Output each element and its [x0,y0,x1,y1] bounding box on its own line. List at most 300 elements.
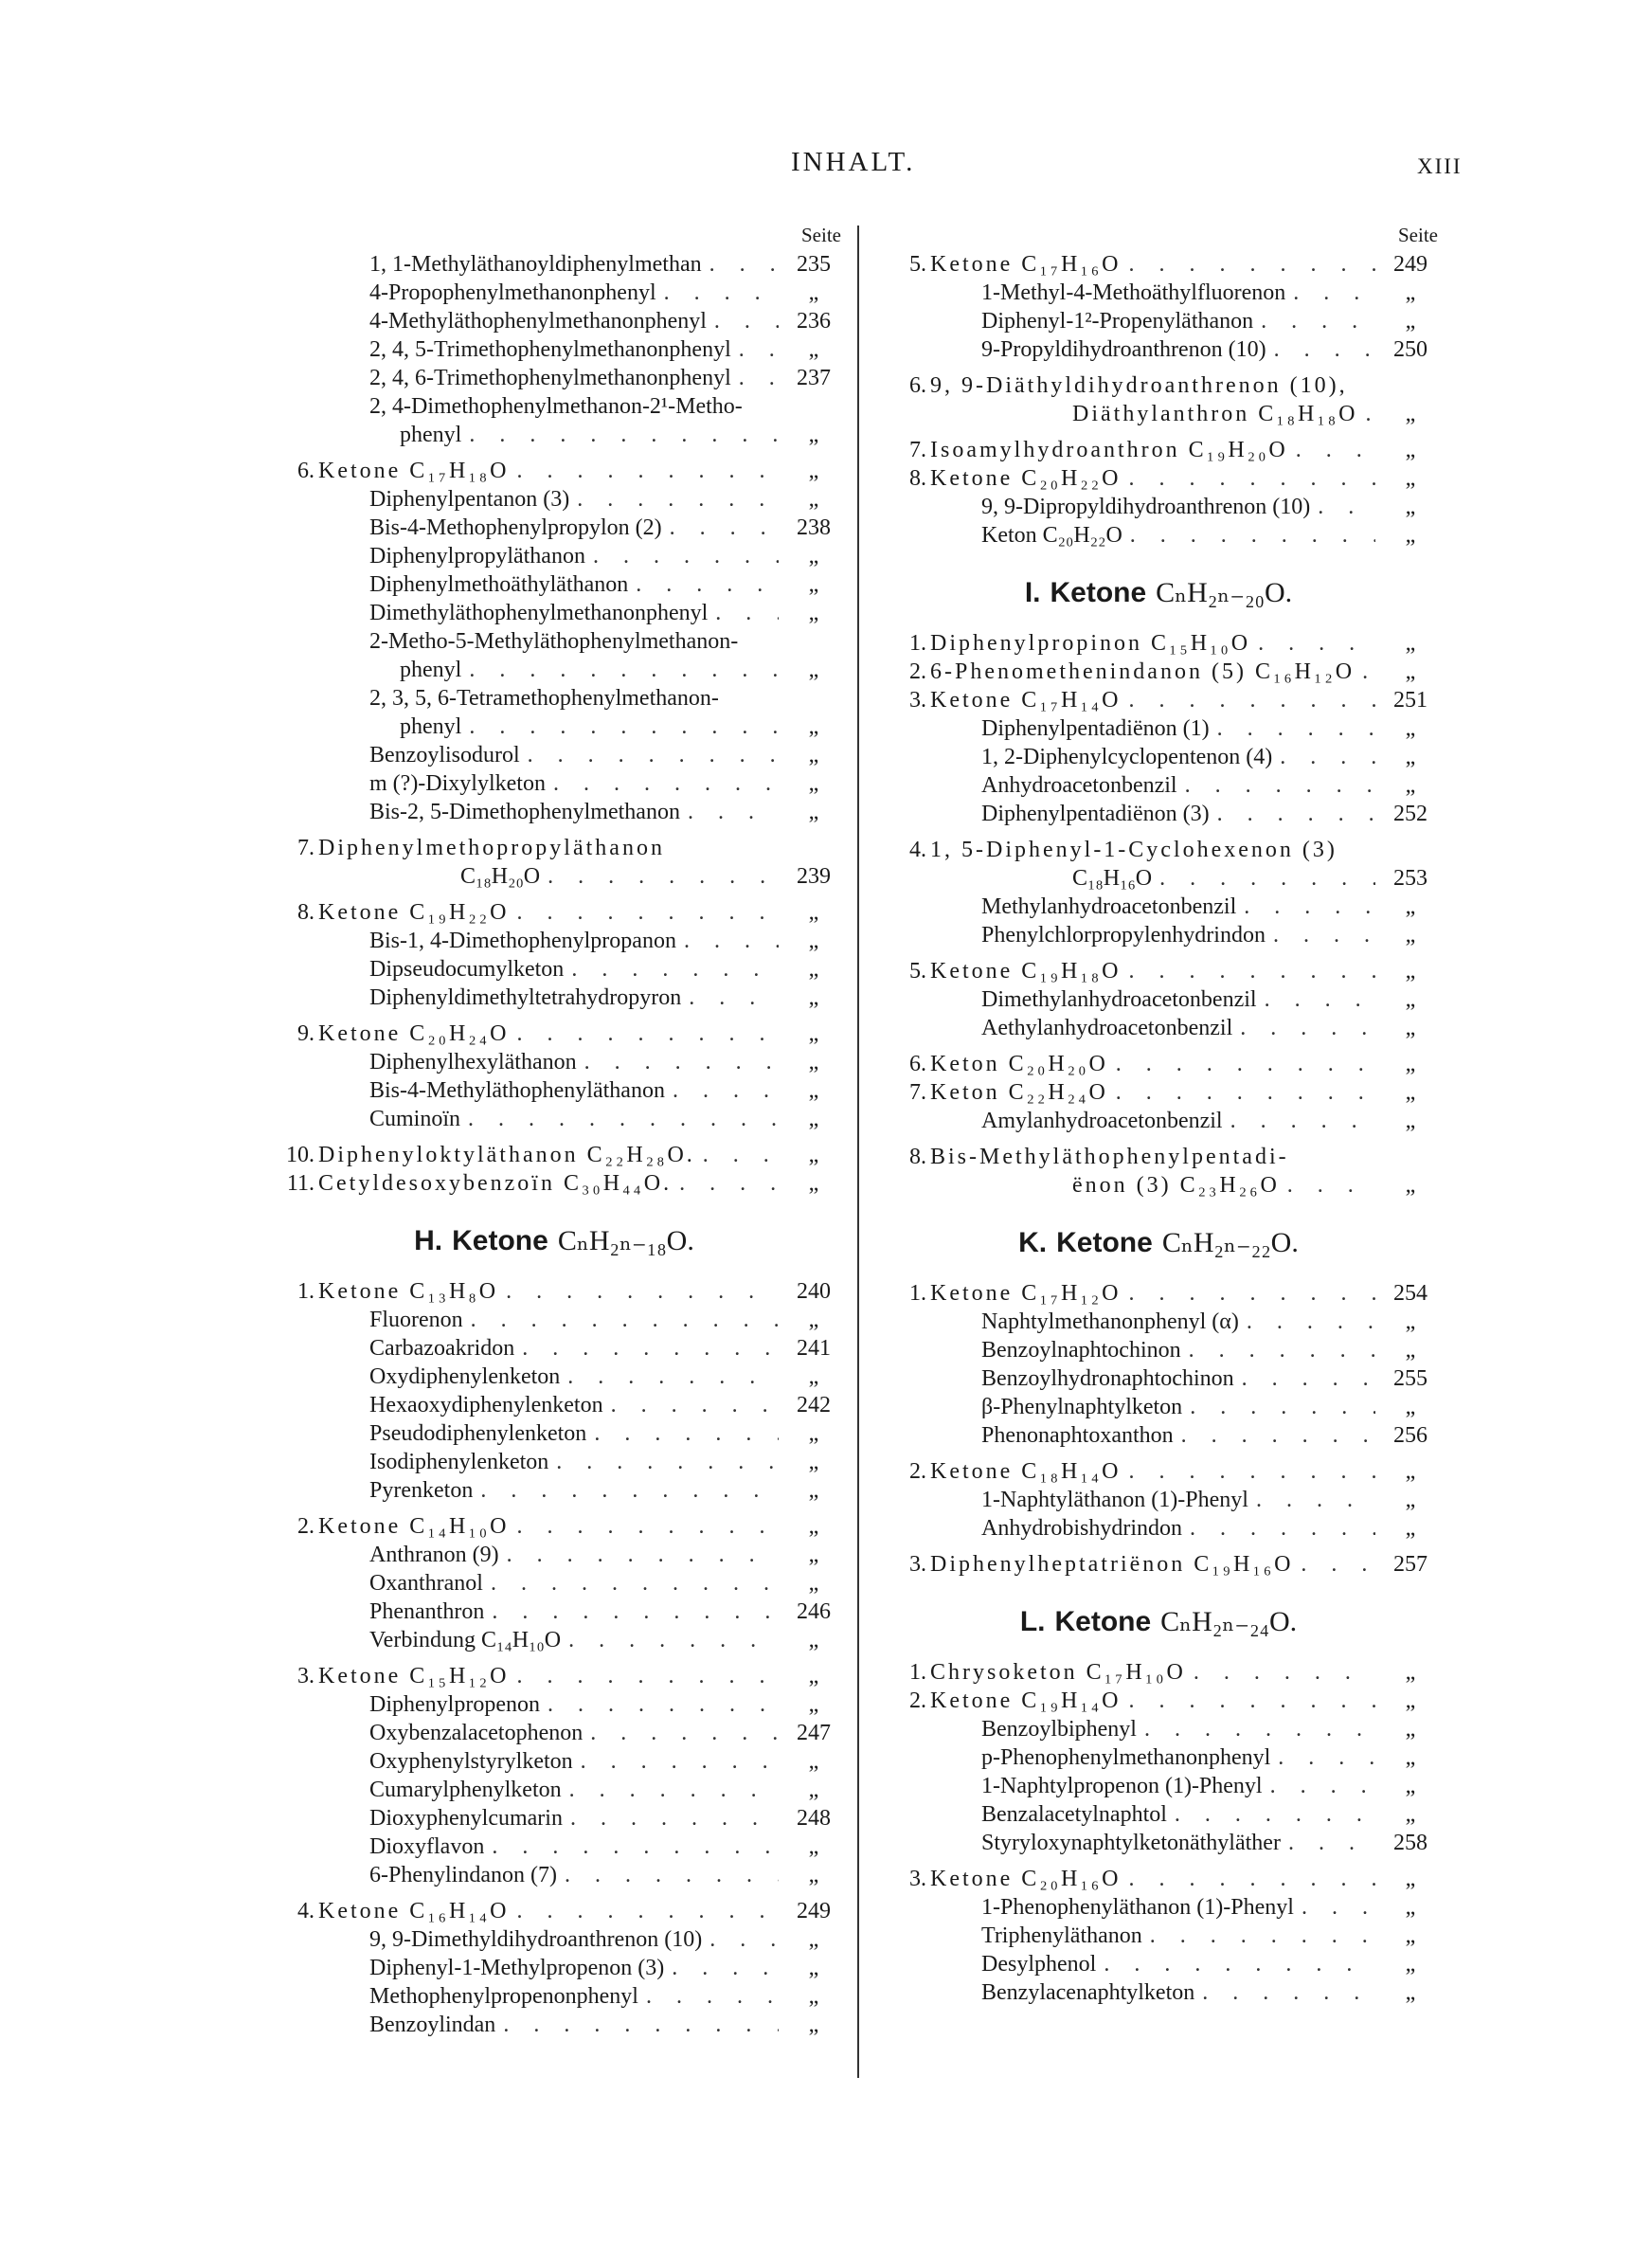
entry-text: 2, 4, 6-Trimethophenylmethanonphenyl [369,366,731,390]
toc-entry [267,1107,841,1135]
entry-text: 4-Methyläthophenylmethanonphenyl [369,309,707,334]
toc-entry [267,309,841,337]
entry-text: Cetyldesoxybenzoïn C₃₀H₄₄O. [318,1171,673,1196]
leader-dots [672,1956,779,1981]
page-number: XIII [1417,154,1463,178]
entry-page: „ [1405,402,1416,426]
entry-number: 11. [286,1171,314,1196]
leader-dots [1258,631,1375,657]
entry-page: 246 [797,1599,831,1624]
entry-page: „ [1405,1052,1416,1076]
entry-page: „ [808,1308,819,1332]
entry-page: „ [808,1078,819,1103]
leader-dots [491,1571,779,1597]
toc-entry [267,1364,841,1393]
entry-text: Diphenylpropinon C₁₅H₁₀O [930,631,1251,656]
entry-number: 1. [909,1281,926,1306]
leader-dots [739,337,779,363]
toc-entry [267,743,841,771]
toc-entry [879,1895,1438,1923]
entry-page: 237 [797,366,831,390]
entry-text: Diphenylpentanon (3) [369,487,570,512]
leader-dots [492,1834,779,1860]
entry-text: Verbindung C₁₄H₁₀O [369,1628,562,1652]
entry-page: 251 [1393,688,1428,713]
entry-page: „ [808,957,819,982]
leader-dots [1194,1660,1375,1686]
entry-text: Diphenylpropenon [369,1692,540,1717]
entry-text: Anthranon (9) [369,1543,499,1567]
entry-text: 1-Methyl-4-Methoäthylfluorenon [981,280,1286,305]
toc-group-entry [879,1145,1438,1173]
toc-entry [879,280,1438,309]
toc-entry [267,1450,841,1478]
entry-page: „ [1405,659,1416,684]
section-title: Ketone [452,1225,548,1256]
leader-dots [1128,1281,1375,1307]
entry-page: „ [808,1364,819,1389]
section-title: Ketone [1050,577,1147,608]
entry-text: Keton C₂₀H₂₀O [930,1052,1108,1076]
leader-dots [1130,523,1375,549]
leader-dots [1270,1774,1375,1799]
entry-page: 256 [1393,1423,1428,1448]
toc-entry [267,572,841,601]
entry-page: „ [1405,523,1416,548]
entry-text: Diphenylheptatriënon C₁₉H₁₆O [930,1552,1294,1577]
entry-page: „ [1405,716,1416,741]
leader-dots [468,1107,779,1132]
leader-dots [1128,1688,1375,1714]
entry-text: 6-Phenomethenindanon (5) C₁₆H₁₂O [930,659,1356,684]
entry-text: β-Phenylnaphtylketon [981,1395,1183,1419]
entry-number: 5. [909,959,926,984]
entry-text: Benzoylhydronaphtochinon [981,1366,1234,1391]
toc-entry [267,1721,841,1749]
leader-dots [1116,1052,1375,1077]
entry-text: Styryloxynaphtylketonäthyläther [981,1831,1281,1855]
entry-page: „ [808,1834,819,1859]
leader-dots [590,1721,779,1746]
entry-page: „ [808,1107,819,1131]
leader-dots [516,1514,779,1540]
entry-text: Diphenyl-1²-Propenyläthanon [981,309,1254,334]
entry-text: Bis-2, 5-Dimethophenylmethanon [369,800,680,824]
entry-text: Diphenyl-1-Methylpropenon (3) [369,1956,665,1980]
entry-text: 1-Naphtyläthanon (1)-Phenyl [981,1488,1248,1512]
toc-group-entry [879,1688,1438,1717]
toc-entry [879,894,1438,923]
entry-text: 2, 4-Dimethophenylmethanon-2¹-Metho- [369,394,743,419]
entry-page: „ [1405,309,1416,334]
entry-page: „ [808,1171,819,1196]
toc-entry [879,1338,1438,1366]
entry-text: Diphenylpentadiënon (1) [981,716,1210,741]
entry-text: Methylanhydroacetonbenzil [981,894,1237,919]
entry-text: m (?)-Dixylylketon [369,771,546,796]
toc-entry [879,987,1438,1016]
entry-text: Ketone C₁₅H₁₂O [318,1664,510,1688]
entry-text: 1, 2-Diphenylcyclopentenon (4) [981,745,1273,769]
entry-page: „ [808,658,819,682]
entry-page: „ [808,800,819,824]
entry-page: „ [1405,1895,1416,1920]
toc-entry [267,252,841,280]
leader-dots [739,366,779,391]
entry-page: „ [1405,1745,1416,1770]
entry-text: Dioxyflavon [369,1834,485,1859]
leader-dots [469,423,779,448]
toc-group-entry [879,1867,1438,1895]
toc-entry [879,1516,1438,1544]
leader-dots [1247,1309,1375,1335]
section-heading [879,1226,1438,1268]
section-heading [267,1224,841,1266]
toc-entry [879,716,1438,745]
toc-group-entry [267,1279,841,1308]
leader-dots [1128,466,1375,492]
entry-number: 8. [297,900,314,925]
leader-dots [709,1927,779,1953]
toc-entry [879,402,1438,430]
toc-entry [267,1478,841,1507]
leader-dots [1240,1016,1375,1041]
entry-page: „ [808,771,819,796]
entry-number: 6. [909,1052,926,1076]
leader-dots [1190,1395,1375,1420]
entry-text: Aethylanhydroacetonbenzil [981,1016,1233,1040]
entry-text: phenyl [400,423,462,447]
leader-dots [1202,1980,1375,2006]
leader-dots [1265,987,1375,1013]
leader-dots [471,1308,779,1333]
toc-group-entry [267,1021,841,1050]
entry-page: „ [1405,1923,1416,1948]
leader-dots [689,985,779,1011]
toc-entry [267,515,841,544]
leader-dots [636,572,779,598]
leader-dots [593,544,779,569]
entry-text: 4-Propophenylmethanonphenyl [369,280,656,305]
leader-dots [522,1336,779,1362]
toc-entry [879,866,1438,894]
toc-entry [879,1395,1438,1423]
toc-entry [879,802,1438,830]
entry-number: 1. [297,1279,314,1304]
entry-page: „ [808,459,819,483]
entry-text: 1-Phenophenyläthanon (1)-Phenyl [981,1895,1294,1920]
entry-text: Ketone C₁₄H₁₀O [318,1514,510,1539]
entry-number: 7. [909,438,926,462]
section-letter: H. [414,1225,443,1256]
leader-dots [568,1628,779,1653]
entry-text: Isodiphenylenketon [369,1450,549,1474]
entry-text: 2-Metho-5-Methyläthophenylmethanon- [369,629,739,654]
entry-page: „ [1405,1488,1416,1512]
entry-text: Bis-1, 4-Dimethophenylpropanon [369,929,676,953]
entry-page: „ [1405,1660,1416,1685]
toc-group-entry [879,466,1438,495]
leader-dots [507,1543,779,1568]
leader-dots [581,1749,779,1775]
toc-entry [267,771,841,800]
entry-page: „ [1405,466,1416,491]
entry-page: „ [1405,987,1416,1012]
toc-entry [267,1308,841,1336]
entry-text: Diphenylpentadiënon (3) [981,802,1210,826]
leader-dots [1261,309,1375,334]
toc-entry [879,1109,1438,1137]
entry-page: 247 [797,1721,831,1745]
column-divider [857,226,859,2078]
leader-dots [1318,495,1375,520]
leader-dots [1128,1459,1375,1485]
entry-page: „ [808,1749,819,1774]
toc-entry [267,1628,841,1656]
entry-text: phenyl [400,658,462,682]
toc-entry [879,1423,1438,1452]
leader-dots [480,1478,779,1504]
toc-group-entry [879,1052,1438,1080]
entry-page: „ [1405,1688,1416,1713]
leader-dots [469,714,779,740]
entry-text: Ketone C₁₉H₂₂O [318,900,510,925]
toc-group-entry [267,459,841,487]
toc-entry [267,929,841,957]
entry-text: Oxybenzalacetophenon [369,1721,584,1745]
left-column [267,224,841,2041]
entry-page: „ [808,487,819,512]
entry-text: Diphenyldimethyltetrahydropyron [369,985,682,1010]
toc-entry [267,1393,841,1421]
entry-number: 7. [297,836,314,860]
toc-entry [267,629,841,658]
section-formula: CₙH₂ₙ₋₂₄O. [1160,1606,1298,1637]
entry-number: 1. [909,1660,926,1685]
entry-page: „ [808,1478,819,1503]
entry-page: „ [808,601,819,625]
section-letter: K. [1018,1227,1048,1258]
entry-text: Ketone C₁₆H₁₄O [318,1899,510,1923]
entry-page: „ [808,1050,819,1074]
leader-dots [1190,1516,1375,1542]
entry-number: 3. [909,1552,926,1577]
leader-dots [571,957,779,983]
leader-dots [1273,923,1375,948]
toc-entry [879,1952,1438,1980]
entry-page: 258 [1393,1831,1428,1855]
leader-dots [1217,802,1375,827]
entry-page: 242 [797,1393,831,1417]
entry-page: „ [1405,1459,1416,1484]
entry-page: „ [1405,773,1416,798]
entry-text: Bis-Methyläthophenylpentadi- [930,1145,1289,1169]
entry-number: 3. [909,688,926,713]
entry-text: Amylanhydroacetonbenzil [981,1109,1223,1133]
entry-page: „ [1405,1173,1416,1198]
entry-text: Naphtylmethanonphenyl (α) [981,1309,1239,1334]
right-entries [879,252,1438,2009]
leader-dots [1278,1745,1375,1771]
toc-entry [267,1863,841,1891]
leader-dots [1362,659,1375,685]
entry-text: Keton C₂₂H₂₄O [930,1080,1108,1105]
leader-dots [548,864,779,890]
toc-entry [879,309,1438,337]
entry-text: Diphenylpropyläthanon [369,544,585,569]
seite-label: Seite [801,224,841,246]
leader-dots [1150,1923,1375,1949]
leader-dots [679,1171,779,1197]
toc-group-entry [879,1080,1438,1109]
entry-number: 2. [909,1688,926,1713]
leader-dots [673,1078,779,1104]
section-letter: I. [1024,577,1041,608]
entry-text: 9, 9-Dimethyldihydroanthrenon (10) [369,1927,703,1952]
entry-text: Diphenylhexyläthanon [369,1050,577,1074]
entry-page: „ [808,714,819,739]
entry-text: Oxydiphenylenketon [369,1364,561,1389]
entry-text: Ketone C₁₉H₁₄O [930,1688,1122,1713]
leader-dots [1274,337,1375,363]
leader-dots [646,1984,779,2010]
toc-entry [879,1980,1438,2009]
leader-dots [570,1806,779,1832]
toc-group-entry [267,1514,841,1543]
leader-dots [503,2013,779,2038]
leader-dots [577,487,779,513]
entry-text: Phenonaphtoxanthon [981,1423,1174,1448]
entry-text: Ketone C₁₉H₁₈O [930,959,1122,984]
entry-page: „ [808,1863,819,1887]
entry-text: C₁₈H₁₆O [1072,866,1153,891]
leader-dots [1116,1080,1375,1106]
entry-page: „ [808,1778,819,1802]
entry-page: „ [808,1628,819,1652]
toc-group-entry [879,688,1438,716]
entry-text: Phenanthron [369,1599,485,1624]
toc-group-entry [879,959,1438,987]
entry-text: Cuminoïn [369,1107,461,1131]
entry-number: 1. [909,631,926,656]
entry-text: Oxyphenylstyrylketon [369,1749,573,1774]
toc-entry [267,1599,841,1628]
entry-text: Ketone C₁₈H₁₄O [930,1459,1122,1484]
toc-group-entry [879,1552,1438,1580]
toc-entry [879,1923,1438,1952]
entry-page: „ [808,1927,819,1952]
leader-dots [516,900,779,926]
toc-entry [267,544,841,572]
page-title: INHALT. [791,147,916,177]
toc-entry [267,1050,841,1078]
toc-entry [879,337,1438,366]
toc-entry [267,800,841,828]
leader-dots [594,1421,779,1447]
toc-group-entry [267,1664,841,1692]
leader-dots [611,1393,779,1418]
entry-page: 240 [797,1279,831,1304]
entry-text: phenyl [400,714,462,739]
entry-page: „ [808,423,819,447]
section-formula: CₙH₂ₙ₋₂₀O. [1156,577,1293,608]
toc-group-entry [879,438,1438,466]
leader-dots [1256,1488,1375,1513]
entry-page: „ [1405,1109,1416,1133]
leader-dots [688,800,779,825]
entry-text: 2, 3, 5, 6-Tetramethophenylmethanon- [369,686,719,711]
toc-group-entry [879,1281,1438,1309]
leader-dots [1296,438,1375,463]
entry-text: Anhydroacetonbenzil [981,773,1177,798]
entry-text: Isoamylhydroanthron C₁₉H₂₀O [930,438,1288,462]
entry-page: „ [1405,894,1416,919]
entry-number: 2. [909,1459,926,1484]
entry-text: Diphenylmethopropyläthanon [318,836,665,860]
leader-dots [1189,1338,1375,1363]
toc-group-entry [879,838,1438,866]
entry-page: „ [1405,1867,1416,1891]
entry-page: „ [808,544,819,569]
toc-entry [267,658,841,686]
toc-entry [879,1717,1438,1745]
entry-page: 249 [1393,252,1428,277]
toc-entry [879,1488,1438,1516]
seite-label: Seite [1398,224,1438,246]
entry-page: „ [808,2013,819,2037]
toc-entry [879,1802,1438,1831]
entry-page: „ [808,1543,819,1567]
entry-page: „ [1405,1516,1416,1541]
entry-text: Pyrenketon [369,1478,474,1503]
section-letter: L. [1019,1606,1046,1637]
entry-text: p-Phenophenylmethanonphenyl [981,1745,1271,1770]
entry-page: „ [1405,280,1416,305]
toc-entry [267,1956,841,1984]
entry-number: 10. [286,1143,314,1167]
toc-entry [267,366,841,394]
toc-entry [267,487,841,515]
entry-text: 9, 9-Diäthyldihydroanthrenon (10), [930,373,1348,398]
entry-text: Benzoylindan [369,2013,496,2037]
entry-text: Dipseudocumylketon [369,957,565,982]
entry-text: Benzalacetylnaphtol [981,1802,1167,1827]
toc-entry [267,1336,841,1364]
entry-page: „ [1405,1016,1416,1040]
entry-text: 1-Naphtylpropenon (1)-Phenyl [981,1774,1263,1798]
toc-entry [267,1692,841,1721]
toc-entry [879,923,1438,951]
entry-page: „ [808,1664,819,1688]
entry-text: Carbazoakridon [369,1336,515,1361]
leader-dots [1159,866,1375,892]
entry-page: „ [1405,631,1416,656]
entry-page: 253 [1393,866,1428,891]
entry-page: „ [1405,438,1416,462]
leader-dots [1293,280,1375,306]
entry-text: Chrysoketon C₁₇H₁₀O [930,1660,1186,1685]
entry-text: Diäthylanthron C₁₈H₁₈O [1072,402,1358,426]
entry-text: Ketone C₂₀H₂₂O [930,466,1122,491]
entry-text: Methophenylpropenonphenyl [369,1984,638,2009]
toc-entry [267,1984,841,2013]
entry-text: Ketone C₁₇H₁₆O [930,252,1122,277]
toc-entry [267,2013,841,2041]
entry-page: „ [1405,1080,1416,1105]
toc-entry [267,280,841,309]
leader-dots [516,1021,779,1047]
entry-text: 1, 5-Diphenyl-1-Cyclohexenon (3) [930,838,1338,862]
